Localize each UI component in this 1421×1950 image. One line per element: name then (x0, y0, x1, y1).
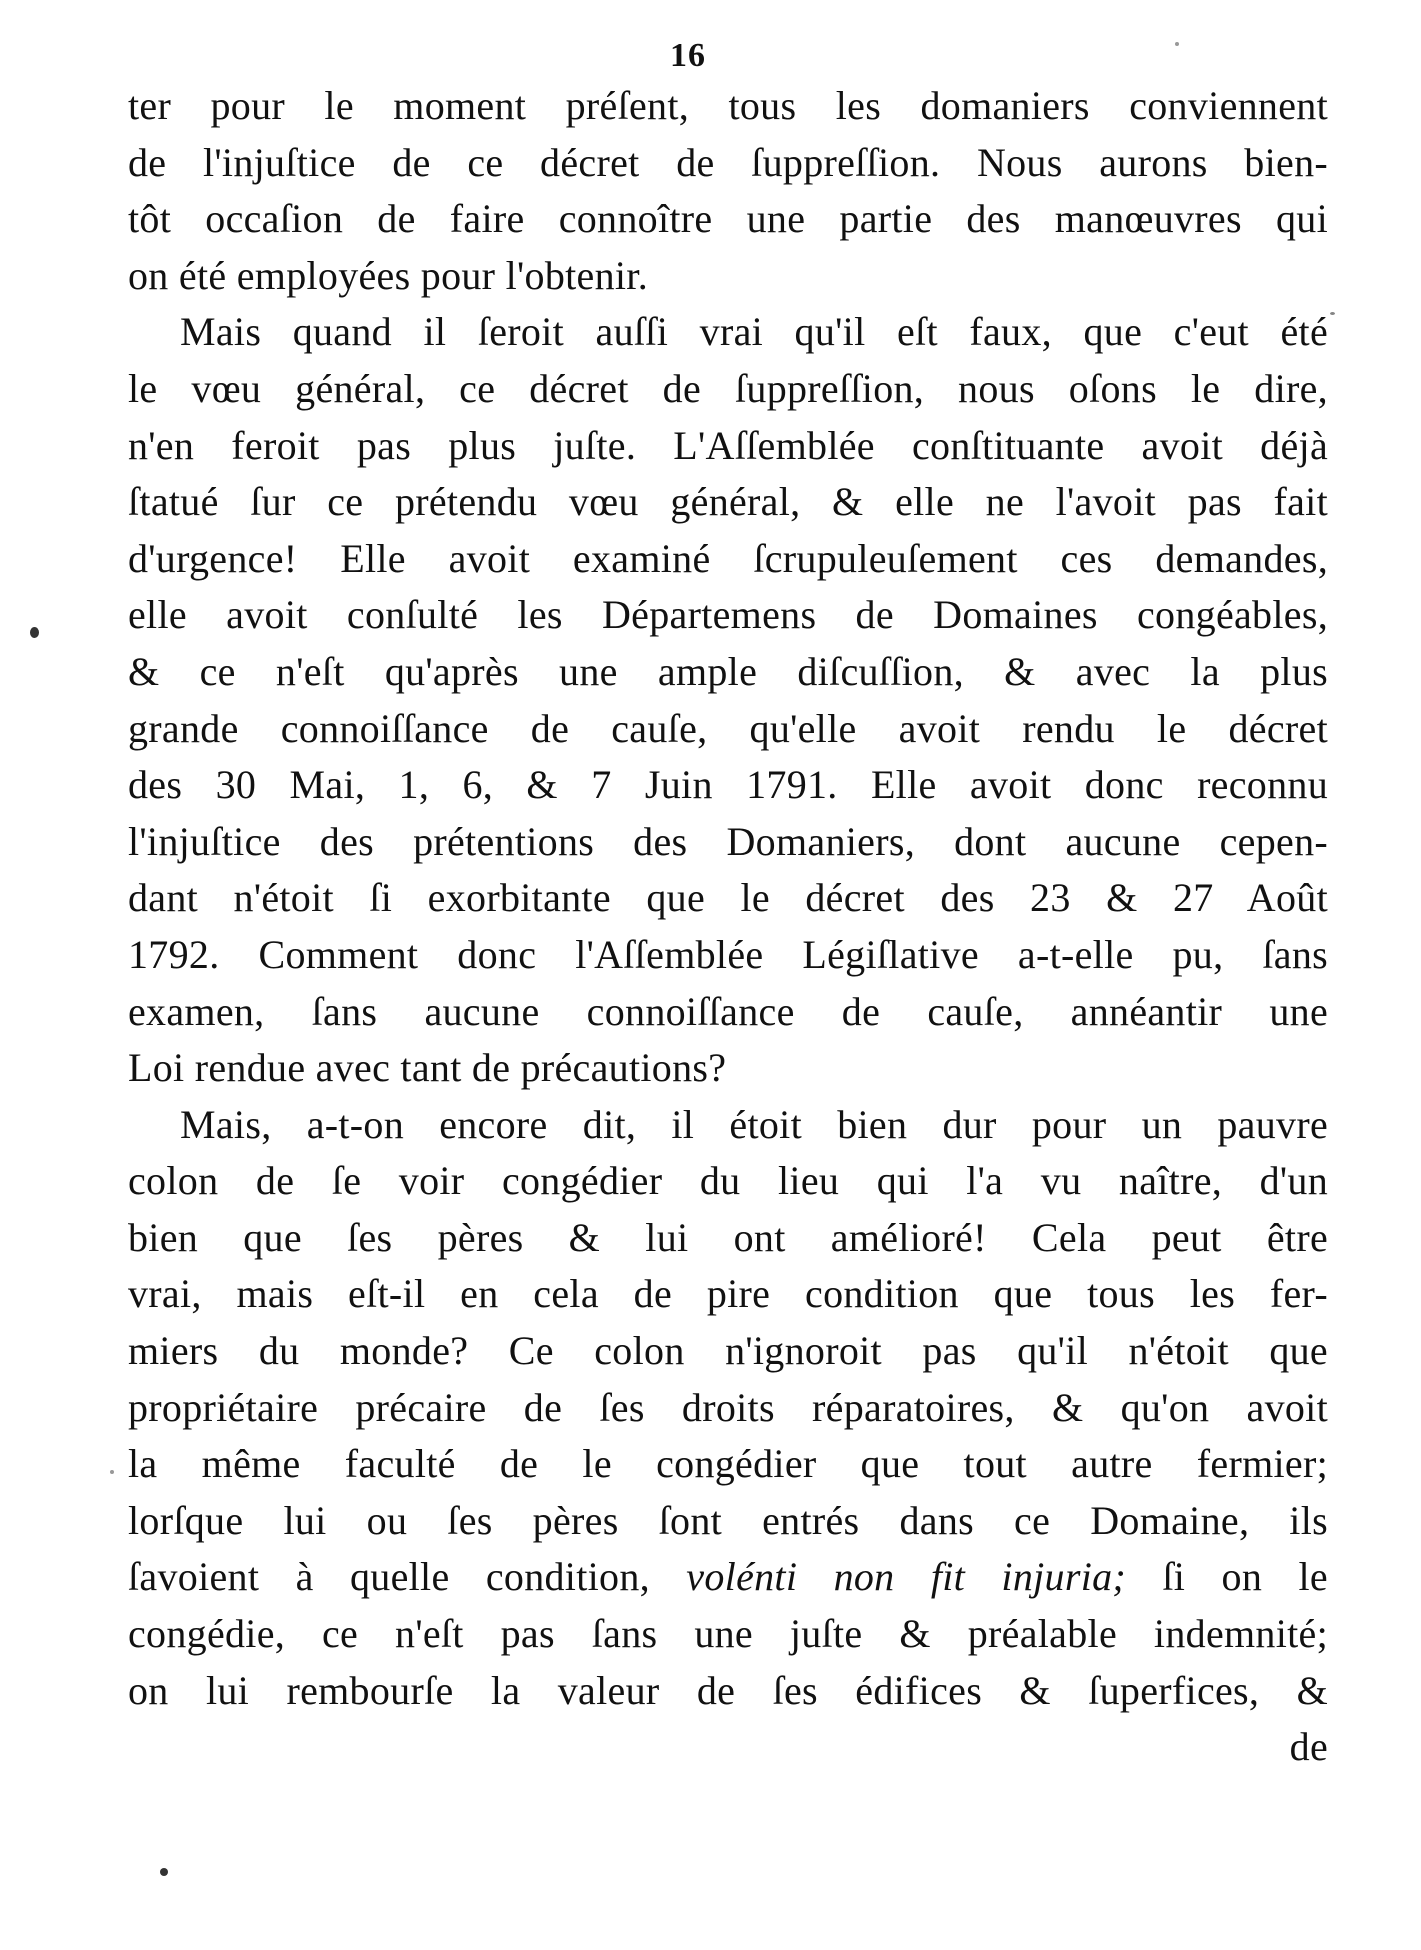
body-text (128, 78, 1328, 1776)
catchword: de (1289, 1724, 1328, 1770)
print-speck (1175, 42, 1179, 46)
text-line: de l'injuſtice de ce décret de ſuppreſſion. Nous aurons bien- (128, 139, 1328, 185)
text-line: bien que ſes pères & lui ont amélioré! Cela peut être (128, 1214, 1328, 1260)
text-line: grande connoiſſance de cauſe, qu'elle avoit rendu le décret (128, 705, 1328, 751)
text-line: Mais, a-t-on encore dit, il étoit bien dur pour un pauvre (180, 1101, 1328, 1147)
text-line: la même faculté de le congédier que tout autre fermier; (128, 1441, 1328, 1487)
print-speck (30, 627, 39, 638)
text-segment: ſi on le (1162, 1554, 1328, 1600)
text-line: Mais quand il ſeroit auſſi vrai qu'il eſt faux, que c'eut été (180, 309, 1328, 355)
text-line: & ce n'eſt qu'après une ample diſcuſſion, & avec la plus (128, 648, 1328, 694)
text-line: n'en feroit pas plus juſte. L'Aſſemblée conſtituante avoit déjà (128, 422, 1328, 468)
text-line: congédie, ce n'eſt pas ſans une juſte & préalable indemnité; (128, 1611, 1328, 1657)
print-speck (1330, 312, 1335, 315)
text-line: ter pour le moment préſent, tous les domaniers conviennent (128, 83, 1328, 128)
text-line: tôt occaſion de faire connoître une partie des manœuvres qui (128, 196, 1328, 242)
text-line: miers du monde? Ce colon n'ignoroit pas qu'il n'étoit que (128, 1328, 1328, 1374)
print-speck (110, 1470, 114, 1474)
text-line: des 30 Mai, 1, 6, & 7 Juin 1791. Elle avoit donc reconnu (128, 762, 1328, 808)
text-line: le vœu général, ce décret de ſuppreſſion, nous oſons le dire, (128, 365, 1328, 411)
page-number: 16 (670, 37, 706, 74)
text-line: dant n'étoit ſi exorbitante que le décret des 23 & 27 Août (128, 875, 1328, 921)
text-line: colon de ſe voir congédier du lieu qui l'a vu naître, d'un (128, 1158, 1328, 1204)
text-line: on été employées pour l'obtenir. (128, 252, 649, 298)
text-line: 1792. Comment donc l'Aſſemblée Légiſlative a-t-elle pu, ſans (128, 931, 1328, 977)
text-line: Loi rendue avec tant de précautions? (128, 1045, 727, 1091)
text-line: examen, ſans aucune connoiſſance de cauſe, annéantir une (128, 988, 1328, 1034)
text-line: elle avoit conſulté les Départemens de Domaines congéables, (128, 592, 1328, 638)
text-line-mixed (128, 1549, 1328, 1606)
text-line: ſtatué ſur ce prétendu vœu général, & elle ne l'avoit pas fait (128, 479, 1328, 525)
text-line: propriétaire précaire de ſes droits réparatoires, & qu'on avoit (128, 1384, 1328, 1430)
text-line: vrai, mais eſt-il en cela de pire condition que tous les fer- (128, 1271, 1328, 1317)
text-line: d'urgence! Elle avoit examiné ſcrupuleuſement ces demandes, (128, 535, 1328, 581)
latin-phrase: volénti non fit injuria; (686, 1554, 1127, 1600)
text-segment: ſavoient à quelle condition, (128, 1554, 650, 1600)
text-line: l'injuſtice des prétentions des Domaniers, dont aucune cepen- (128, 818, 1328, 864)
text-line: lorſque lui ou ſes pères ſont entrés dans ce Domaine, ils (128, 1497, 1328, 1543)
text-line: on lui rembourſe la valeur de ſes édifices & ſuperfices, & (128, 1667, 1328, 1713)
print-speck (160, 1868, 168, 1876)
